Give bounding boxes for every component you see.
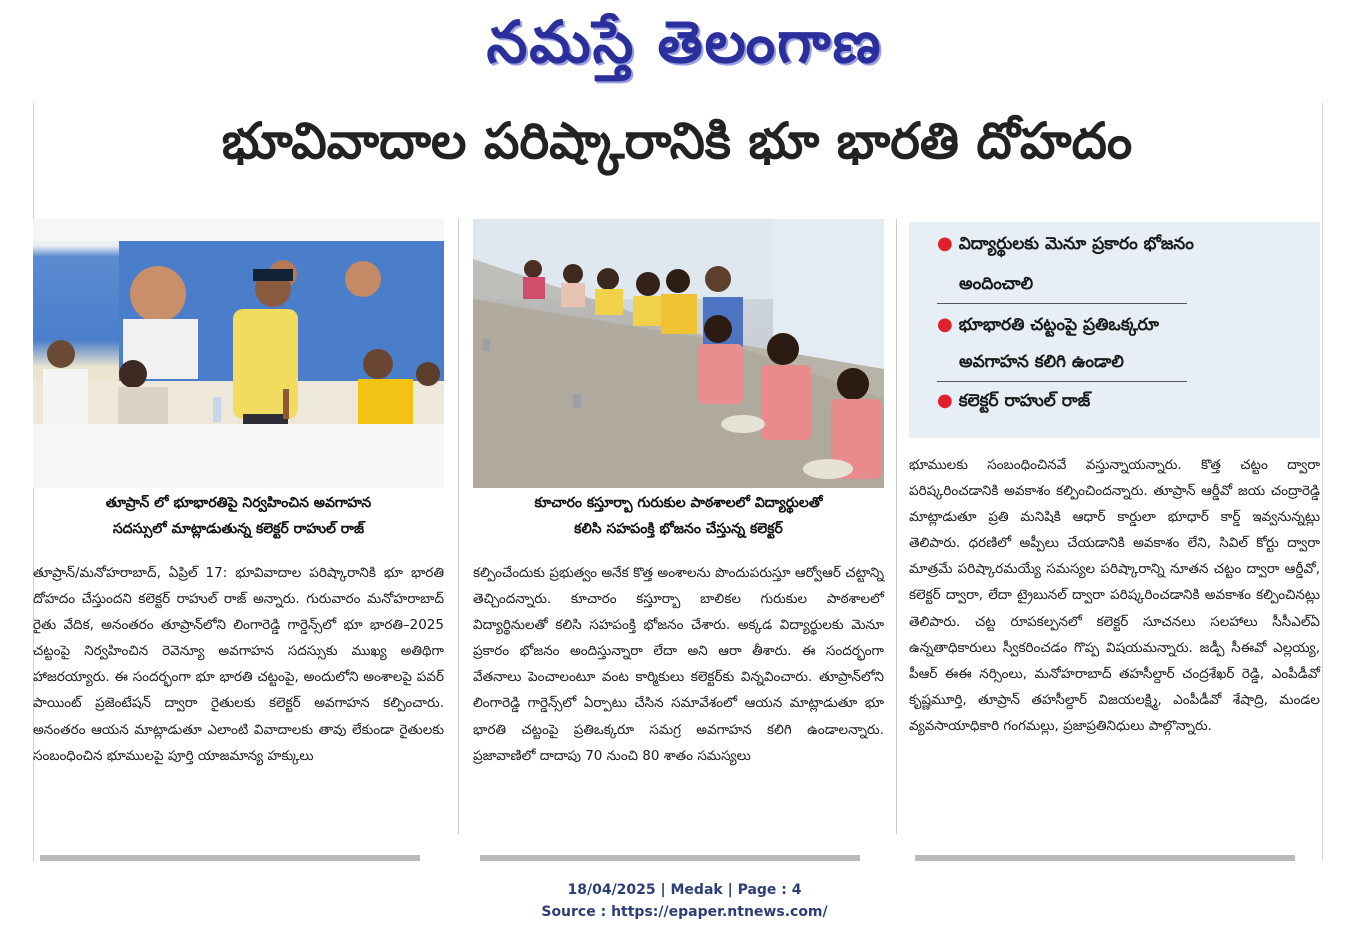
newspaper-logo: నమస్తే తెలంగాణ (486, 8, 883, 76)
highlights-box (909, 222, 1320, 438)
column-divider (458, 219, 459, 834)
caption-line: సదస్సులో మాట్లాడుతున్న కలెక్టర్ రాహుల్ రాజ్ (112, 521, 365, 537)
caption-line: కలిసి సహపంక్తి భోజనం చేస్తున్న కలెక్టర్ (574, 521, 783, 537)
highlight-text: విద్యార్థులకు మెనూ ప్రకారం భోజనం (958, 234, 1194, 254)
highlight-item (937, 224, 1194, 264)
footer-date-edition: 18/04/2025 | Medak | Page : 4 (567, 882, 802, 898)
caption-line: తూప్రాన్ లో భూభారతిపై నిర్వహించిన అవగాహన (105, 495, 372, 511)
highlight-item-continued (959, 264, 1033, 304)
bullet-dot-icon: ● (937, 390, 953, 411)
bullet-dot-icon: ● (937, 314, 953, 335)
article-column-2 (473, 560, 884, 769)
highlight-text: అవగాహన కలిగి ఉండాలి (959, 352, 1124, 372)
article-paragraph: కల్పించేందుకు ప్రభుత్వం అనేక కొత్త అంశాలను పొందుపరుస్తూ ఆర్వోఆర్ చట్టాన్ని తెచ్చిందన్నారు. కూచారం కస్తూర్బా బాలికల గురుకుల పాఠశాలలో విద్యార్థినులతో కలిసి సహపంక్తి భోజనం చేశారు. అక్కడ విద్యార్థులకు మెనూ ప్రకారం భోజనం అందిస్తున్నారా లేదా అని ఆరా తీశారు. ఈ సందర్భంగా వేతనాలు పెంచాలంటూ వంట కార్మికులు కలెక్టర్‌కు విన్నవించారు. తూప్రాన్‌లోని లింగారెడ్డి గార్డెన్స్‌లో ఏర్పాటు చేసిన సమావేశంలో ఆయన మాట్లాడుతూ భూ భారతి చట్టంపై ప్రతిఒక్కరూ సమగ్ర అవగాహన కలిగి ఉండాలన్నారు. ప్రజావాణిలో దాదాపు 70 నుంచి 80 శాతం సమస్యలు (473, 565, 884, 764)
highlight-text: భూభారతి చట్టంపై ప్రతిఒక్కరూ (958, 315, 1159, 335)
masthead (0, 0, 1369, 90)
truncated-text-strip (480, 855, 860, 861)
article-headline: భూవివాదాల పరిష్కారానికి భూ భారతి దోహదం (221, 112, 1133, 170)
article-column-1 (33, 560, 444, 769)
highlight-item-continued (959, 342, 1124, 382)
highlight-item (937, 381, 1090, 421)
photo-1-illustration (33, 219, 444, 488)
photo-collector-dining (473, 219, 884, 488)
bullet-dot-icon: ● (937, 233, 953, 254)
highlight-text: కలెక్టర్ రాహుల్ రాజ్ (958, 391, 1091, 411)
highlight-text: అందించాలి (959, 274, 1034, 294)
column-divider (896, 219, 897, 834)
article-column-3 (909, 452, 1320, 739)
photo-1-caption (33, 490, 444, 542)
photo-2-illustration (473, 219, 884, 488)
article-paragraph: తూప్రాన్/మనోహరాబాద్, ఏప్రిల్ 17: భూవివాదాల పరిష్కారానికి భూ భారతి దోహదం చేస్తుందని కలెక్టర్ రాహుల్ రాజ్ అన్నారు. గురువారం మనోహరాబాద్ రైతు వేదిక, అనంతరం తూప్రాన్‌లోని లింగారెడ్డి గార్డెన్స్‌లో భూ భారతి–2025 చట్టంపై నిర్వహించిన రెవెన్యూ అవగాహన సదస్సుకు ముఖ్య అతిథిగా హాజరయ్యారు. ఈ సందర్భంగా భూ భారతి చట్టంపై, అందులోని అంశాలపై పవర్ పాయింట్ ప్రజెంటేషన్ ద్వారా రైతులకు కలెక్టర్ అవగాహన కల్పించారు. అనంతరం ఆయన మాట్లాడుతూ ఎలాంటి వివాదాలకు తావు లేకుండా రైతులకు సంబంధించిన భూములపై పూర్తి యాజమాన్య హక్కులు (33, 565, 444, 764)
footer-source: Source : https://epaper.ntnews.com/ (541, 904, 828, 920)
highlight-item (937, 305, 1159, 345)
truncated-text-strip (40, 855, 420, 861)
photo-2-caption (473, 490, 884, 542)
article-paragraph: భూములకు సంబంధించినవే వస్తున్నాయన్నారు. కొత్త చట్టం ద్వారా పరిష్కరించడానికి అవకాశం కల్పించిందన్నారు. తూప్రాన్ ఆర్డీవో జయ చంద్రారెడ్డి మాట్లాడుతూ ప్రతి మనిషికి ఆధార్ కార్డులా భూధార్ కార్డ్ ఇవ్వనున్నట్లు తెలిపారు. ధరణిలో అప్పీలు చేయడానికి అవకాశం లేని, సివిల్ కోర్టు ద్వారా మాత్రమే పరిష్కారమయ్యే సమస్యల పరిష్కారాన్ని నూతన చట్టం ద్వారా ఆర్డీవో, కలెక్టర్ ద్వారా, లేదా ట్రైబునల్ ద్వారా పరిష్కరించడానికి అవకాశం కల్పించినట్లు తెలిపారు. చట్ట రూపకల్పనలో కలెక్టర్ సూచనలు సలహాలు సీసీఎల్ఏ ఉన్నతాధికారులు స్వీకరించడం గొప్ప విషయమన్నారు. జడ్పీ సీఈవో ఎల్లయ్య, పీఆర్ ఈఈ నర్సింలు, మనోహరాబాద్ తహసీల్దార్ చంద్రశేఖర్ రెడ్డి, ఎంపీడీవో కృష్ణమూర్తి, తూప్రాన్ తహసీల్దార్ విజయలక్ష్మి, ఎంపీడీవో శేషాద్రి, మండల వ్యవసాయాధికారి గంగమల్లు, ప్రజాప్రతినిధులు పాల్గొన్నారు. (909, 457, 1320, 734)
caption-line: కూచారం కస్తూర్బా గురుకుల పాఠశాలలో విద్యార్థులతో (534, 495, 823, 511)
highlight-divider (937, 303, 1187, 304)
photo-collector-speaking (33, 219, 444, 488)
truncated-text-strip (915, 855, 1295, 861)
